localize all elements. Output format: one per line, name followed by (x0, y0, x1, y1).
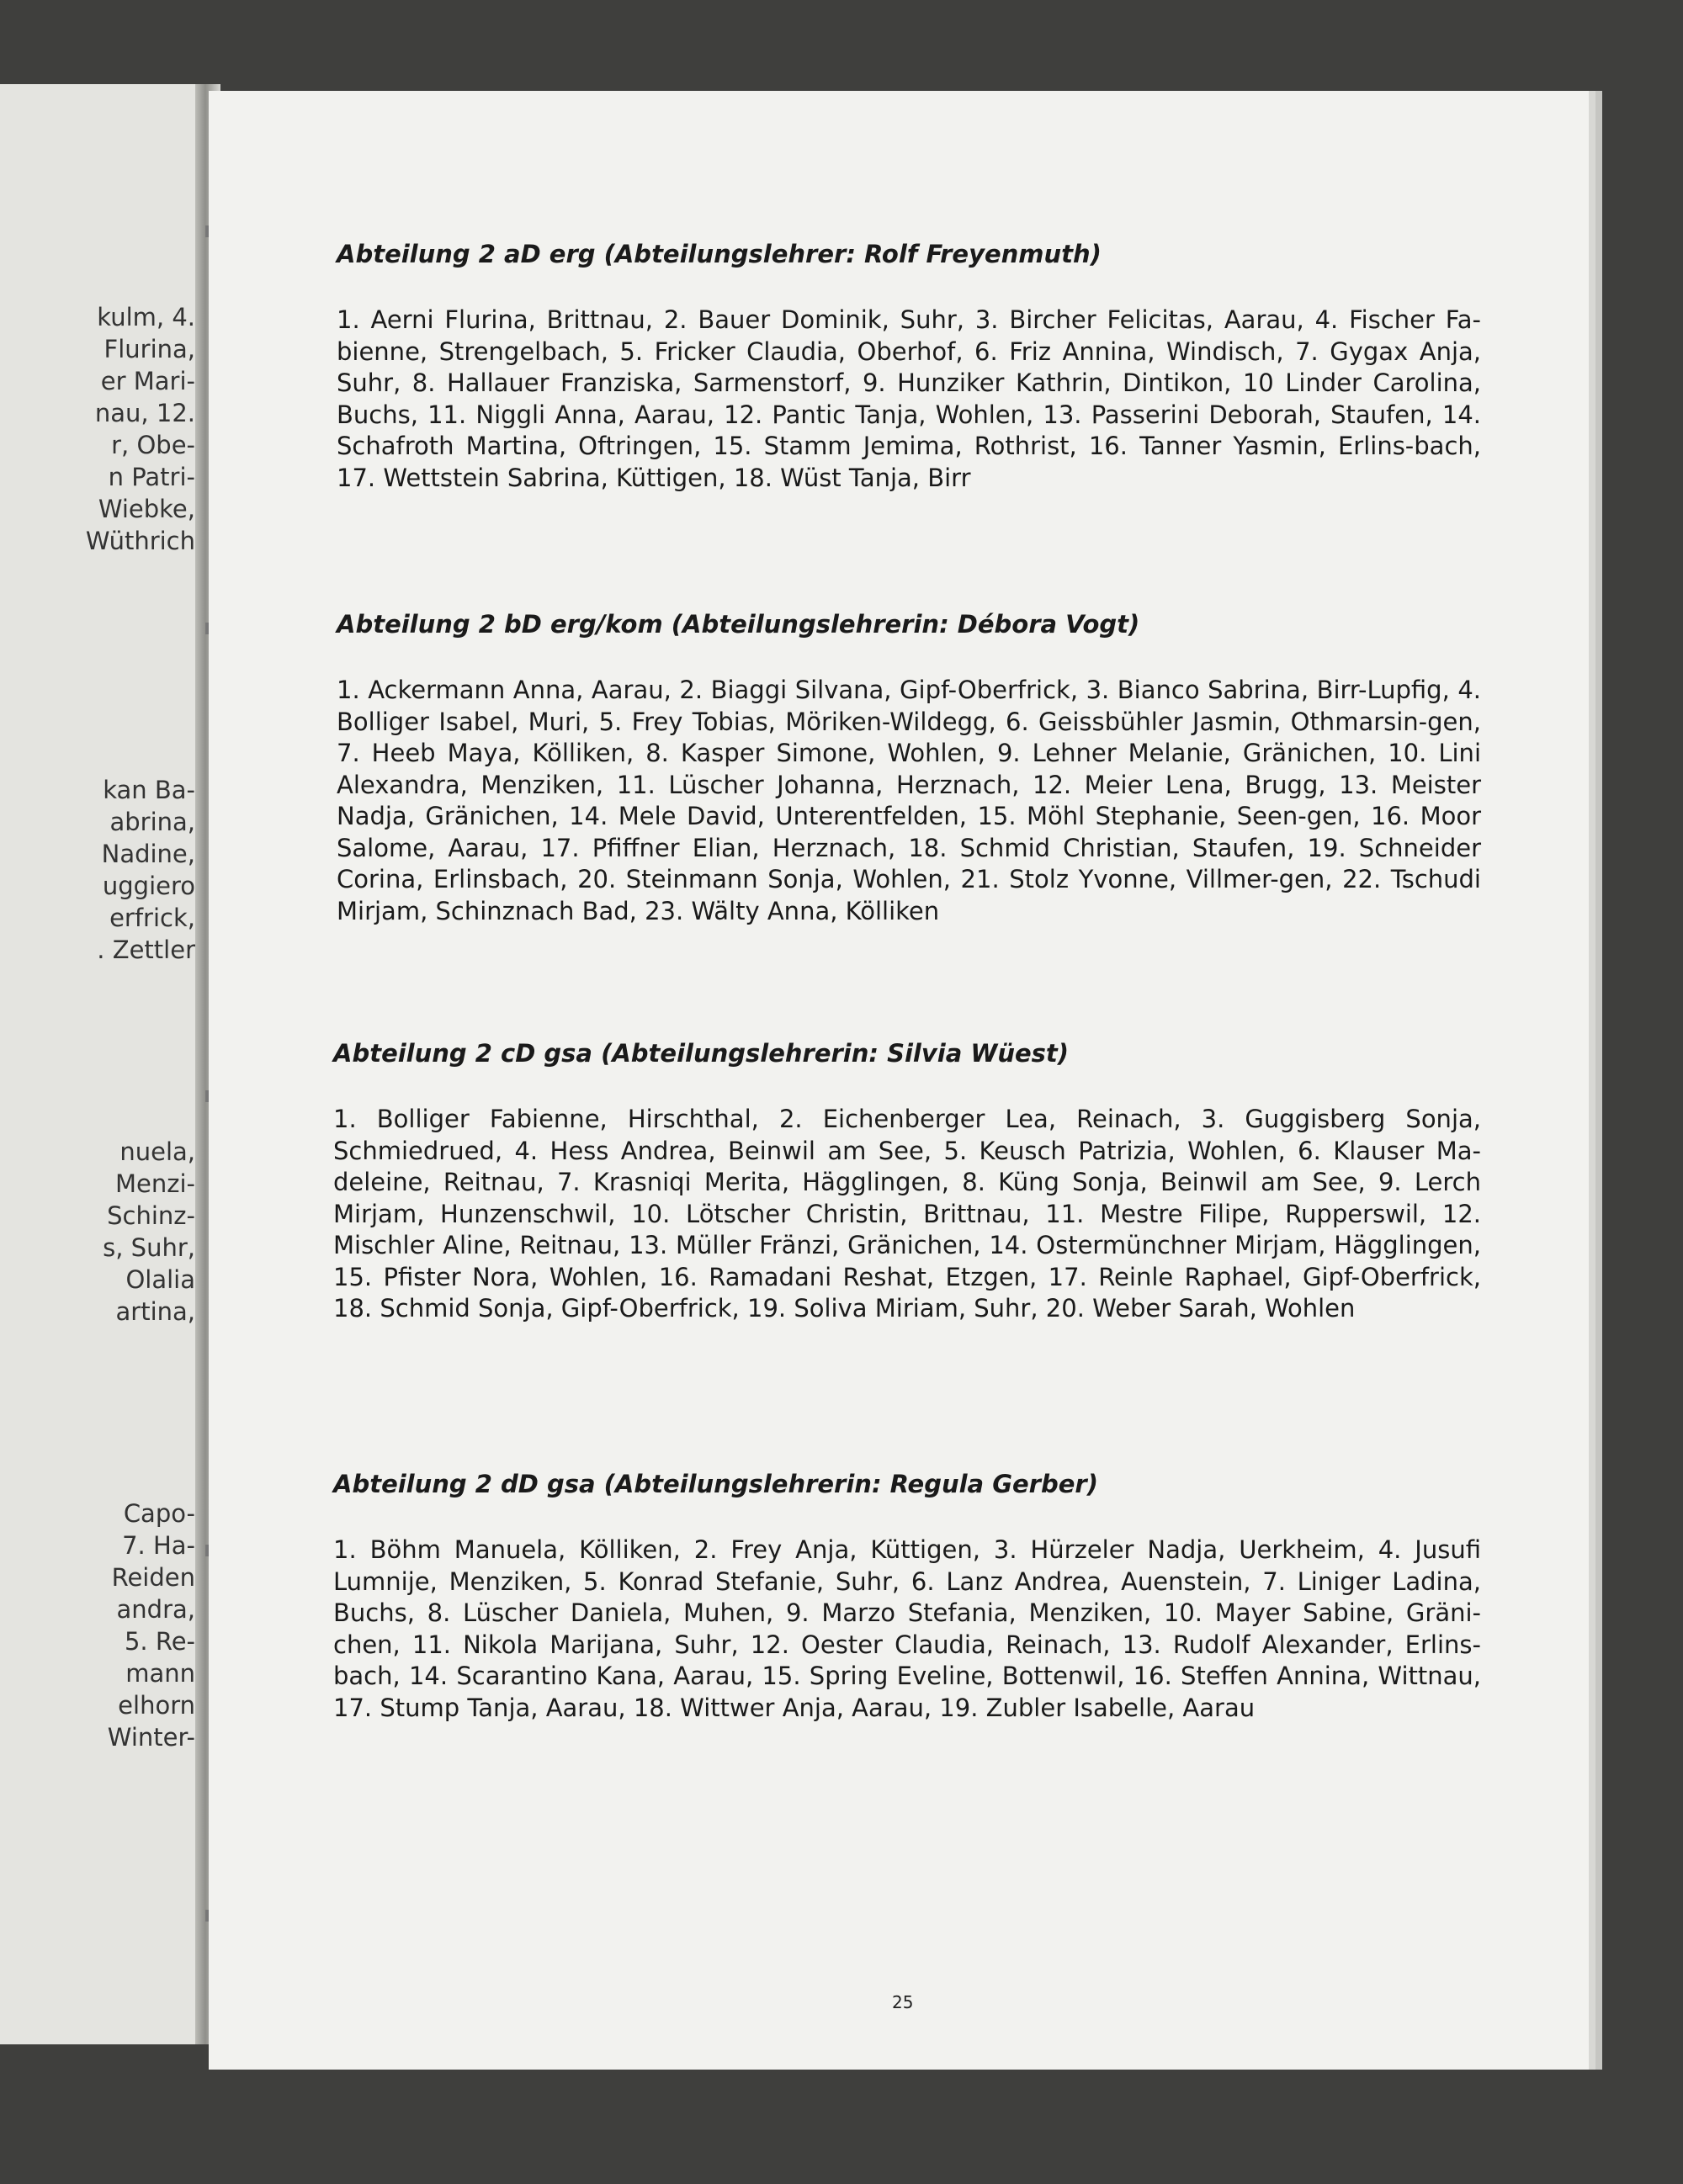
left-page-text: Flurina, (104, 335, 195, 363)
left-page-text: abrina, (109, 808, 195, 836)
section-heading-teacher: erg (Abteilungslehrer: Rolf Freyenmuth) (540, 240, 1102, 268)
section-2dD (333, 1467, 1481, 1724)
left-page-text: nuela, (119, 1137, 195, 1166)
section-heading-class: Abteilung 2 cD (333, 1039, 536, 1068)
left-page-text: elhorn (118, 1691, 195, 1720)
left-page-text: n Patri- (108, 463, 195, 491)
section-heading (333, 1036, 1481, 1070)
student-list: 1. Böhm Manuela, Kölliken, 2. Frey Anja, Küttigen, 3. Hürzeler Nadja, Uerkheim, 4. Jusufi Lumnije, Menziken, 5. Konrad Stefanie, Suhr, 6. Lanz Andrea, Auenstein, 7. Liniger Ladina, Buchs, 8. Lüscher Daniela, Muhen, 9. Marzo Stefania, Menziken, 10. Mayer Sabine, Gräni-chen, 11. Nikola Marijana, Suhr, 12. Oester Claudia, Reinach, 13. Rudolf Alexander, Erlins-bach, 14. Scarantino Kana, Aarau, 15. Spring Eveline, Bottenwil, 16. Steffen Annina, Wittnau, 17. Stump Tanja, Aarau, 18. Wittwer Anja, Aarau, 19. Zubler Isabelle, Aarau (333, 1535, 1481, 1722)
section-2aD (337, 237, 1481, 494)
binding-staple-mark (205, 225, 209, 237)
left-page-text: kulm, 4. (97, 303, 195, 331)
left-page-text: andra, (116, 1595, 195, 1624)
left-page-text: Wüthrich (85, 527, 195, 555)
section-heading-class: Abteilung 2 dD (333, 1470, 539, 1498)
section-heading (333, 1467, 1481, 1501)
left-page-text: Winter- (107, 1723, 195, 1752)
left-page-text: Reiden (111, 1563, 195, 1592)
binding-staple-mark (205, 1910, 209, 1922)
section-heading-class: Abteilung 2 aD (337, 240, 541, 268)
left-page (0, 84, 202, 2044)
left-page-text: Schinz- (107, 1201, 195, 1230)
section-2bD (337, 607, 1481, 927)
left-page-text: nau, 12. (94, 399, 195, 427)
page-number: 25 (892, 1992, 914, 2012)
student-list: 1. Ackermann Anna, Aarau, 2. Biaggi Silvana, Gipf-Oberfrick, 3. Bianco Sabrina, Birr-Lupfig, 4. Bolliger Isabel, Muri, 5. Frey Tobias, Möriken-Wildegg, 6. Geissbühler Jasmin, Othmarsin-gen, 7. Heeb Maya, Kölliken, 8. Kasper Simone, Wohlen, 9. Lehner Melanie, Gränichen, 10. Lini Alexandra, Menziken, 11. Lüscher Johanna, Herznach, 12. Meier Lena, Brugg, 13. Meister Nadja, Gränichen, 14. Mele David, Unterentfelden, 15. Möhl Stephanie, Seen-gen, 16. Moor Salome, Aarau, 17. Pfiffner Elian, Herznach, 18. Schmid Christian, Staufen, 19. Schneider Corina, Erlinsbach, 20. Steinmann Sonja, Wohlen, 21. Stolz Yvonne, Villmer-gen, 22. Tschudi Mirjam, Schinznach Bad, 23. Wälty Anna, Kölliken (337, 676, 1481, 925)
binding-staple-mark (205, 1545, 209, 1556)
left-page-text: Menzi- (115, 1169, 195, 1198)
student-list: 1. Aerni Flurina, Brittnau, 2. Bauer Dominik, Suhr, 3. Bircher Felicitas, Aarau, 4. Fischer Fa-bienne, Strengelbach, 5. Fricker Claudia, Oberhof, 6. Friz Annina, Windisch, 7. Gygax Anja, Suhr, 8. Hallauer Franziska, Sarmenstorf, 9. Hunziker Kathrin, Dintikon, 10 Linder Carolina, Buchs, 11. Niggli Anna, Aarau, 12. Pantic Tanja, Wohlen, 13. Passerini Deborah, Staufen, 14. Schafroth Martina, Oftringen, 15. Stamm Jemima, Rothrist, 16. Tanner Yasmin, Erlins-bach, 17. Wettstein Sabrina, Küttigen, 18. Wüst Tanja, Birr (337, 305, 1481, 492)
left-page-text: 7. Ha- (122, 1531, 195, 1560)
binding-staple-mark (205, 1090, 209, 1102)
left-page-text: Nadine, (101, 840, 195, 868)
left-page-text: uggiero (102, 872, 195, 900)
section-2cD (333, 1036, 1481, 1325)
section-heading (337, 237, 1481, 271)
left-page-text: er Mari- (100, 367, 195, 395)
left-page-text: r, Obe- (111, 431, 195, 459)
section-heading-teacher: gsa (Abteilungslehrerin: Regula Gerber) (538, 1470, 1098, 1498)
left-page-text: erfrick, (109, 904, 195, 932)
left-page-text: artina, (115, 1297, 195, 1326)
left-page-text: kan Ba- (103, 776, 195, 804)
left-page-text: Olalia (125, 1265, 195, 1294)
left-page-text: 5. Re- (124, 1627, 195, 1656)
left-page-text: mann (125, 1659, 195, 1688)
section-heading-class: Abteilung 2 bD (337, 610, 542, 639)
section-heading-teacher: gsa (Abteilungslehrerin: Silvia Wüest) (535, 1039, 1070, 1068)
section-heading-teacher: erg/kom (Abteilungslehrerin: Débora Vogt) (541, 610, 1140, 639)
binding-staple-mark (205, 623, 209, 634)
left-page-text: Capo- (123, 1499, 195, 1528)
student-list: 1. Bolliger Fabienne, Hirschthal, 2. Eichenberger Lea, Reinach, 3. Guggisberg Sonja, Schmiedrued, 4. Hess Andrea, Beinwil am See, 5. Keusch Patrizia, Wohlen, 6. Klauser Ma-deleine, Reitnau, 7. Krasniqi Merita, Hägglingen, 8. Küng Sonja, Beinwil am See, 9. Lerch Mirjam, Hunzenschwil, 10. Lötscher Christin, Brittnau, 11. Mestre Filipe, Rupperswil, 12. Mischler Aline, Reitnau, 13. Müller Fränzi, Gränichen, 14. Ostermünchner Mirjam, Hägglingen, 15. Pfister Nora, Wohlen, 16. Ramadani Reshat, Etzgen, 17. Reinle Raphael, Gipf-Oberfrick, 18. Schmid Sonja, Gipf-Oberfrick, 19. Soliva Miriam, Suhr, 20. Weber Sarah, Wohlen (333, 1105, 1481, 1323)
left-page-text: . Zettler (97, 936, 195, 964)
left-page-text: s, Suhr, (103, 1233, 195, 1262)
section-heading (337, 607, 1481, 641)
left-page-text: Wiebke, (98, 495, 195, 523)
